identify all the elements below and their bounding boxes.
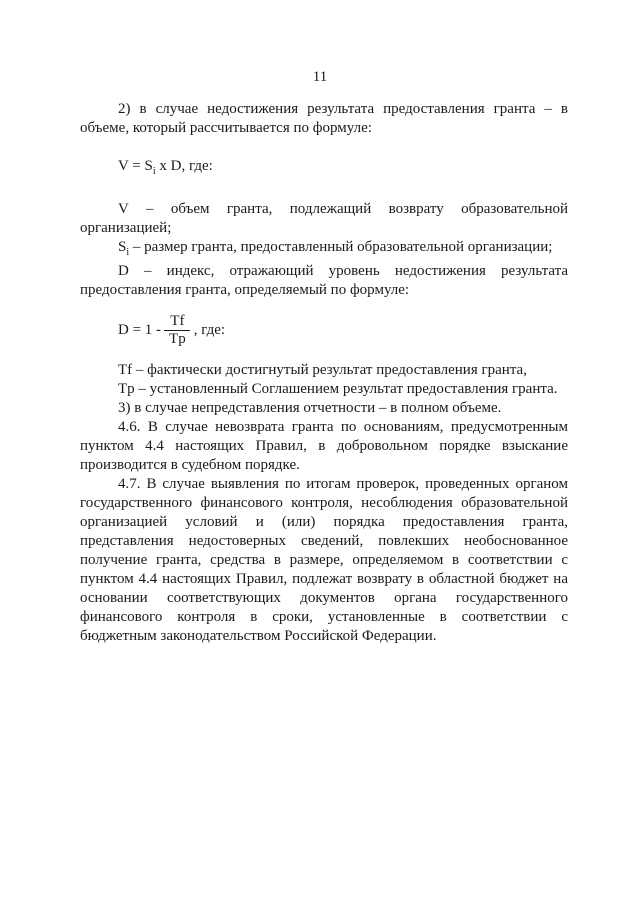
definition-d: D – индекс, отражающий уровень недостижения результата предоставления гранта, определяемый по формуле: xyxy=(80,263,568,298)
spacer xyxy=(80,181,568,200)
formula-d xyxy=(80,308,568,352)
formula-v-subscript: i xyxy=(152,166,156,177)
definition-s-symbol: S xyxy=(118,239,127,255)
formula-v xyxy=(80,157,568,181)
spacer xyxy=(80,138,568,157)
page-number: 11 xyxy=(312,69,328,85)
formula-d-suffix: , где: xyxy=(193,321,226,338)
formula-v-right: x D, где: xyxy=(155,158,213,174)
formula-d-fraction xyxy=(163,313,192,348)
definition-tf: Tf – фактически достигнутый результат предоставления гранта, xyxy=(118,362,527,378)
paragraph-item-3: 3) в случае непредставления отчетности – в полном объеме. xyxy=(118,400,502,416)
definition-v: V – объем гранта, подлежащий возврату образовательной организацией; xyxy=(80,201,568,236)
paragraph-item-2: 2) в случае недостижения результата предоставления гранта – в объеме, который рассчитывается по формуле: xyxy=(80,101,568,136)
fraction-denominator: Tp xyxy=(169,330,186,347)
fraction-numerator: Tf xyxy=(164,313,190,331)
paragraph-4-6: 4.6. В случае невозврата гранта по основаниям, предусмотренным пунктом 4.4 настоящих Правил, в добровольном порядке взыскание производится в судебном порядке. xyxy=(80,419,568,473)
definition-s-text: – размер гранта, предоставленный образовательной организации; xyxy=(129,239,553,255)
definition-s xyxy=(80,238,568,262)
formula-d-prefix: D = 1 - xyxy=(118,321,162,338)
formula-v-left: V = S xyxy=(118,158,153,174)
definition-s-subscript: i xyxy=(126,247,130,258)
paragraph-4-7: 4.7. В случае выявления по итогам проверок, проведенных органом государственного финансового контроля, несоблюдения образовательной организацией условий и (или) порядка предоставления гранта, представления недостоверных сведений, повлекших необоснованное получение гранта, средства в размере, определяемом в соответствии с пунктом 4.4 настоящих Правил, подлежат возврату в областной бюджет на основании соответствующих документов органа государственного финансового контроля в сроки, установленные в соответствии с бюджетным законодательством Российской Федерации. xyxy=(80,476,568,644)
definition-tp: Tp – установленный Соглашением результат предоставления гранта. xyxy=(118,381,558,397)
document-body xyxy=(80,100,568,646)
